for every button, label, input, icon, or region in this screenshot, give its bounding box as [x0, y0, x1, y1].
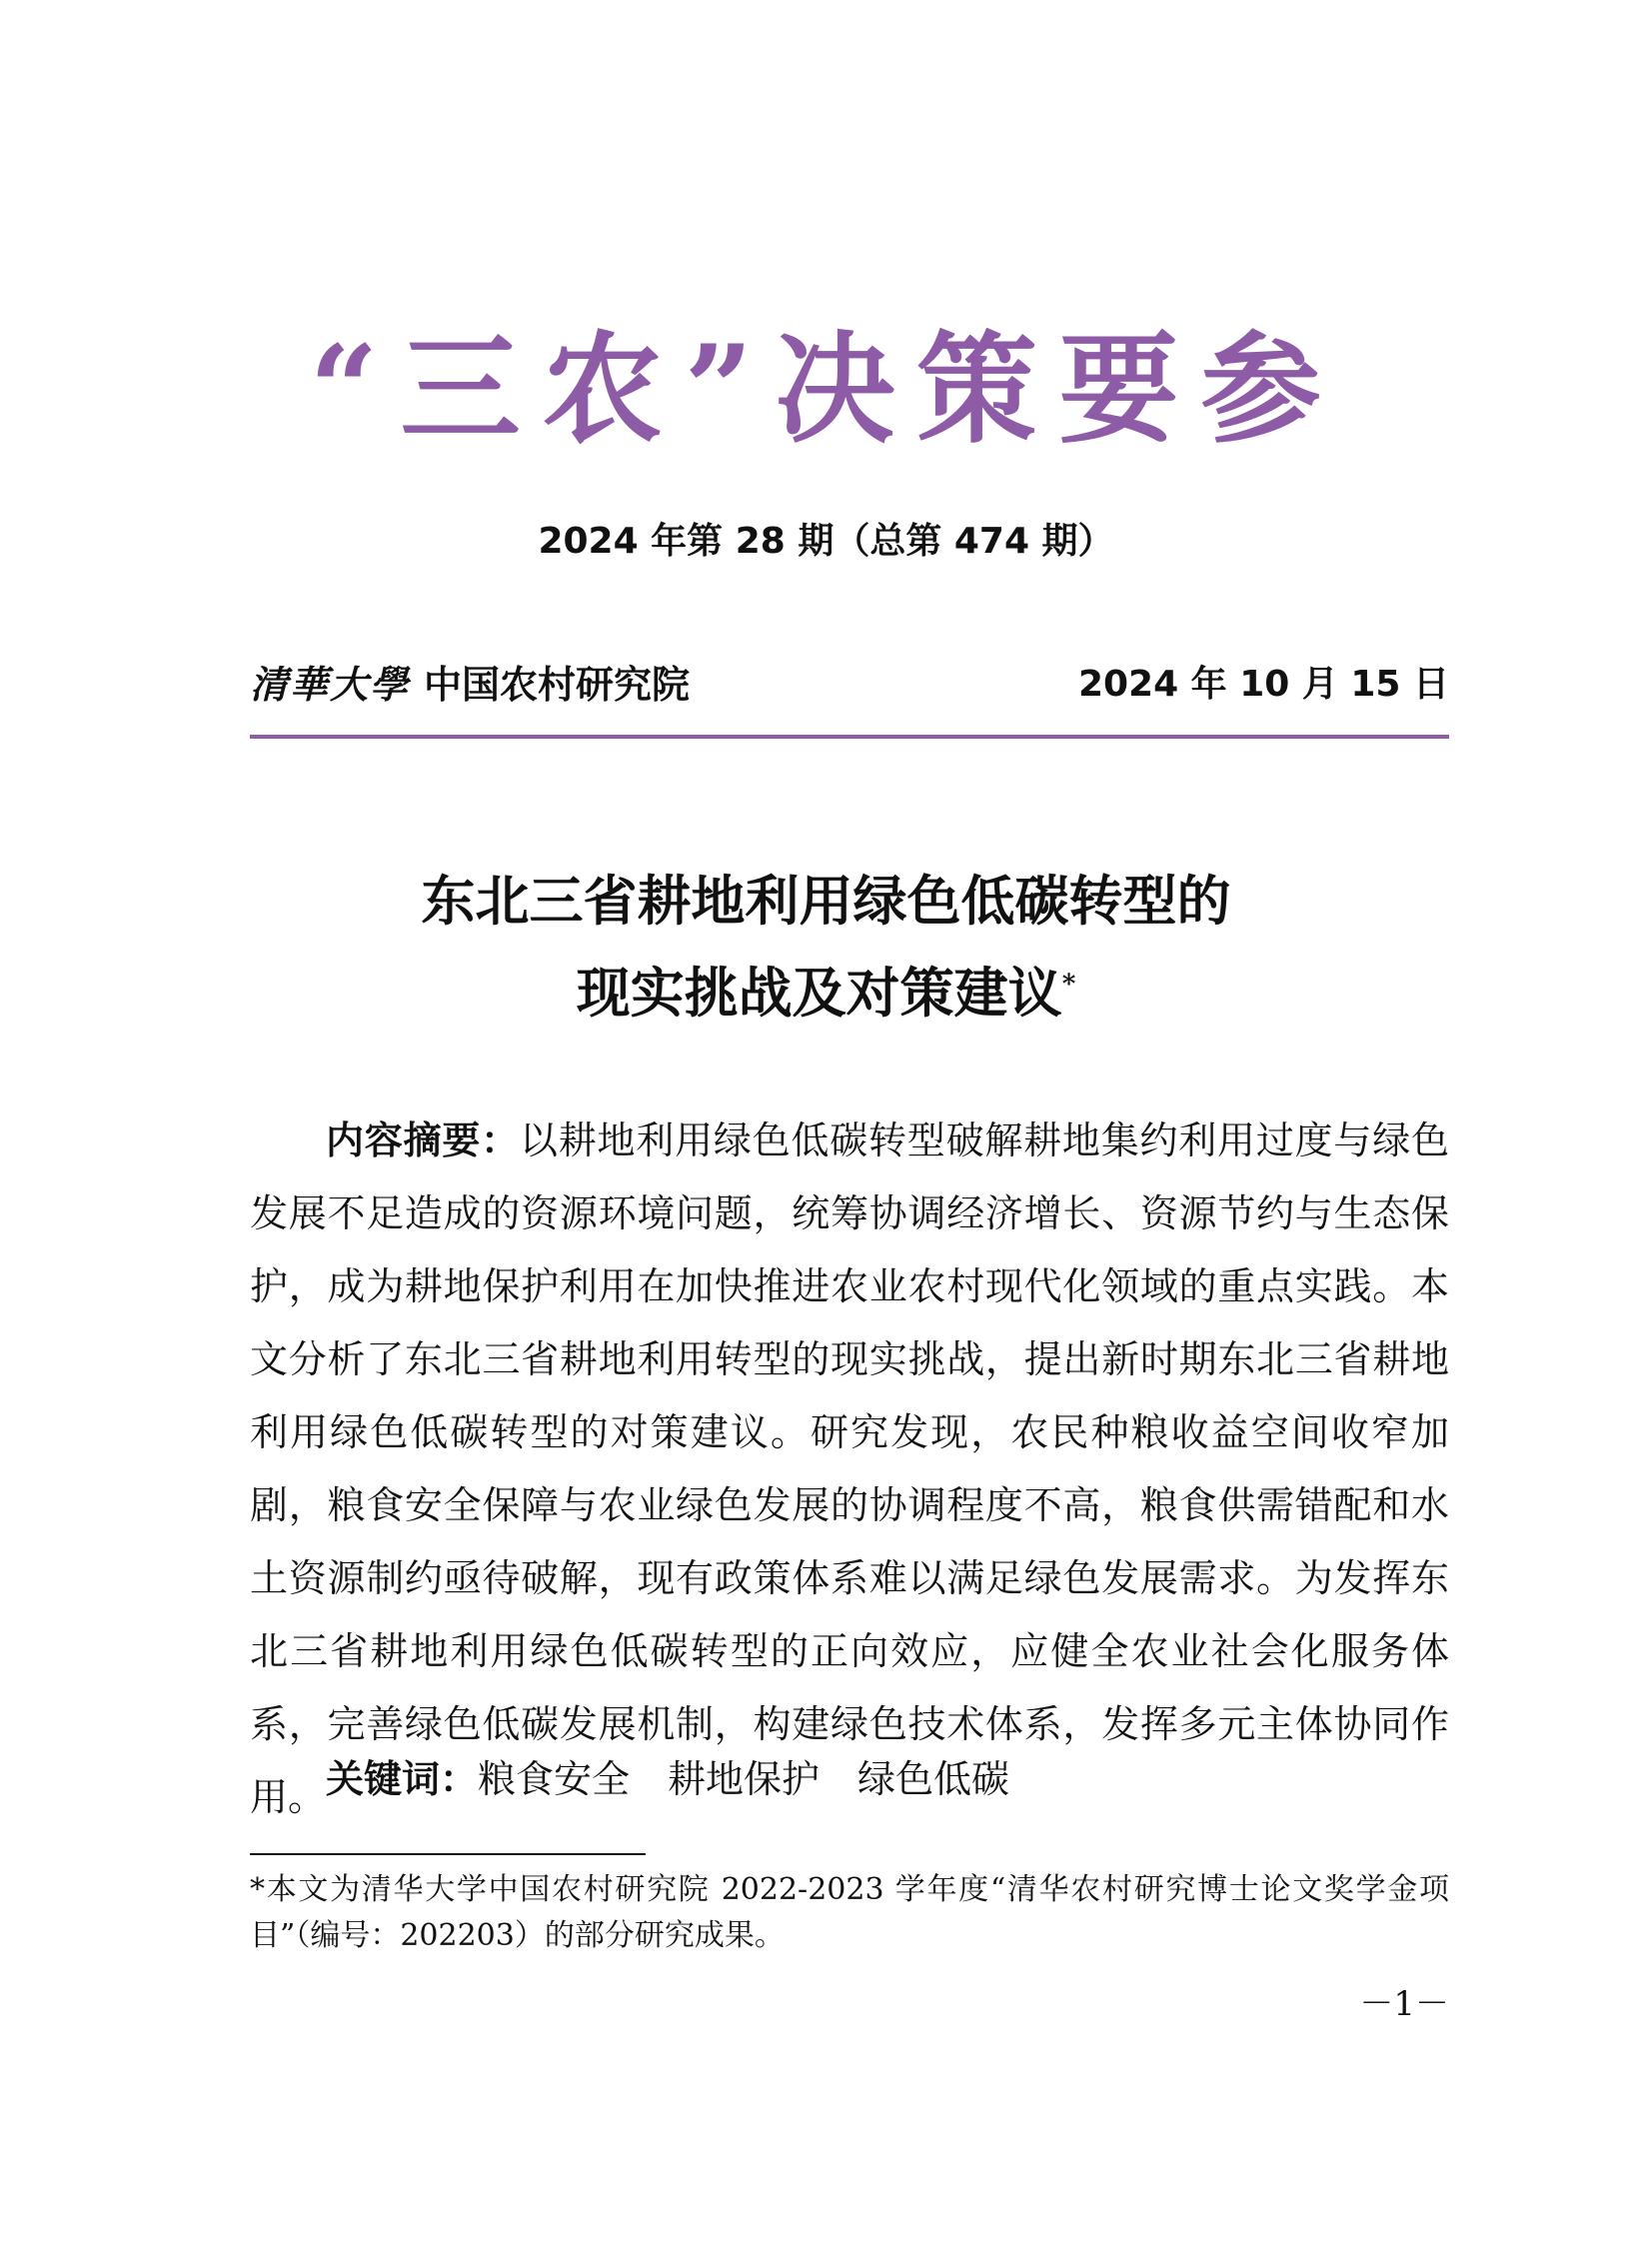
title-line-1: 东北三省耕地利用绿色低碳转型的	[421, 869, 1231, 933]
title-footnote-marker: *	[1061, 970, 1076, 1000]
publish-date: 2024 年 10 月 15 日	[1077, 664, 1449, 705]
abstract	[250, 1105, 1449, 1834]
university-logo-text: 清華大學	[250, 662, 411, 707]
organization	[250, 660, 690, 710]
header-row	[250, 660, 1449, 710]
keyword-item: 绿色低碳	[857, 1757, 1010, 1801]
keyword-item: 粮食安全	[478, 1757, 631, 1801]
keyword-item: 耕地保护	[668, 1757, 821, 1801]
page-number: －1－	[1359, 1984, 1449, 2024]
issue-number: 2024 年第 28 期（总第 474 期）	[538, 521, 1114, 562]
footnote-divider	[250, 1853, 646, 1855]
abstract-label: 内容摘要：	[326, 1119, 520, 1162]
keywords-label: 关键词：	[326, 1757, 479, 1801]
header-divider	[250, 735, 1449, 739]
abstract-text: 以耕地利用绿色低碳转型破解耕地集约利用过度与绿色发展不足造成的资源环境问题，统筹协调经济增长、资源节约与生态保护，成为耕地保护利用在加快推进农业农村现代化领域的重点实践。本文分析了东北三省耕地利用转型的现实挑战，提出新时期东北三省耕地利用绿色低碳转型的对策建议。研究发现，农民种粮收益空间收窄加剧，粮食安全保障与农业绿色发展的协调程度不高，粮食供需错配和水土资源制约亟待破解，现有政策体系难以满足绿色发展需求。为发挥东北三省耕地利用绿色低碳转型的正向效应，应健全农业社会化服务体系，完善绿色低碳发展机制，构建绿色技术体系，发挥多元主体协同作用。	[250, 1119, 1449, 1819]
article-title	[0, 855, 1652, 1039]
institute-name: 中国农村研究院	[424, 662, 691, 707]
title-line-2	[0, 947, 1652, 1039]
title-line-2-text: 现实挑战及对策建议	[576, 961, 1062, 1025]
keywords	[250, 1743, 1449, 1816]
footnote: *本文为清华大学中国农村研究院 2022-2023 学年度“清华农村研究博士论文奖学金项目”（编号：202203）的部分研究成果。	[250, 1872, 1449, 1953]
masthead-title: “三农”决策要参	[309, 319, 1343, 460]
